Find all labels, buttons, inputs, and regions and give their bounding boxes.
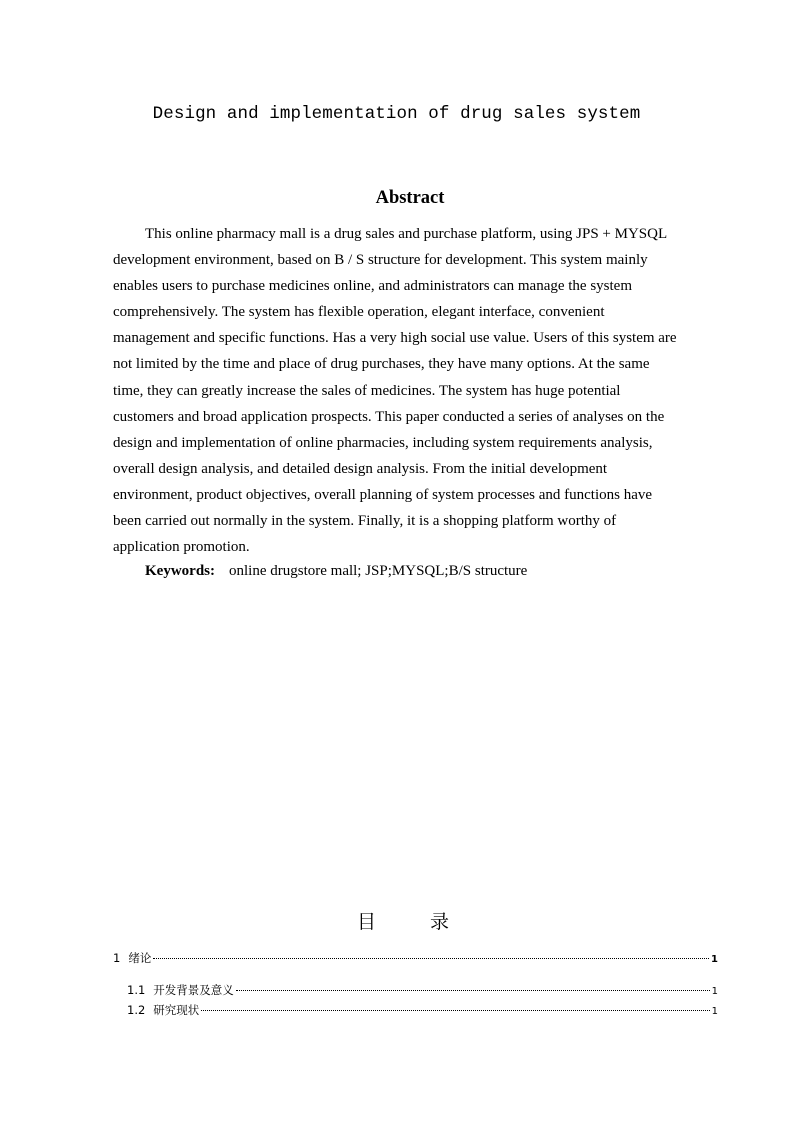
toc-entry[interactable] bbox=[113, 982, 718, 1002]
abstract-line: design and implementation of online pharmacies, including system requirements analysis, bbox=[113, 434, 653, 451]
toc-entry-page: 1 bbox=[711, 986, 718, 997]
keywords-line bbox=[145, 560, 527, 582]
toc-entry-number: 1.1 bbox=[127, 983, 146, 997]
toc-entry-page: 1 bbox=[711, 1006, 718, 1017]
abstract-line: management and specific functions. Has a very high social use value. Users of this system are bbox=[113, 330, 677, 347]
toc-entry[interactable] bbox=[113, 950, 718, 972]
table-of-contents bbox=[113, 950, 718, 1022]
abstract-line: been carried out normally in the system. Finally, it is a shopping platform worthy of bbox=[113, 513, 617, 530]
abstract-body bbox=[113, 221, 719, 560]
toc-heading: 目 录 bbox=[356, 911, 474, 933]
toc-entry-title: 绪论 bbox=[128, 951, 152, 965]
toc-leader-dots bbox=[201, 1010, 709, 1011]
keywords-text: online drugstore mall; JSP;MYSQL;B/S structure bbox=[229, 563, 528, 579]
toc-leader-dots bbox=[153, 958, 709, 959]
abstract-line: This online pharmacy mall is a drug sales and purchase platform, using JPS + MYSQL bbox=[145, 226, 668, 242]
toc-entry-title: 开发背景及意义 bbox=[153, 983, 234, 997]
abstract-line: overall design analysis, and detailed design analysis. From the initial development bbox=[113, 460, 608, 477]
toc-entry-title: 研究现状 bbox=[153, 1003, 200, 1017]
toc-entry-page: 1 bbox=[711, 954, 718, 965]
abstract-line: enables users to purchase medicines online, and administrators can manage the system bbox=[113, 278, 633, 295]
abstract-line: customers and broad application prospects. This paper conducted a series of analyses on the bbox=[113, 408, 665, 425]
toc-leader-dots bbox=[236, 990, 710, 991]
abstract-line: application promotion. bbox=[113, 539, 250, 556]
toc-entry-number: 1 bbox=[113, 951, 121, 965]
toc-entry[interactable] bbox=[113, 1002, 718, 1022]
abstract-heading: Abstract bbox=[375, 188, 445, 208]
abstract-line: time, they can greatly increase the sales of medicines. The system has huge potential bbox=[113, 382, 621, 399]
abstract-line: environment, product objectives, overall planning of system processes and functions have bbox=[113, 486, 653, 503]
abstract-line: development environment, based on B / S structure for development. This system mainly bbox=[113, 252, 648, 269]
abstract-line: comprehensively. The system has flexible operation, elegant interface, convenient bbox=[113, 304, 605, 321]
keywords-label: Keywords: bbox=[145, 563, 215, 579]
abstract-line: not limited by the time and place of drug purchases, they have many options. At the same bbox=[113, 356, 650, 373]
toc-entry-number: 1.2 bbox=[127, 1003, 146, 1017]
paper-title: Design and implementation of drug sales system bbox=[152, 104, 641, 124]
